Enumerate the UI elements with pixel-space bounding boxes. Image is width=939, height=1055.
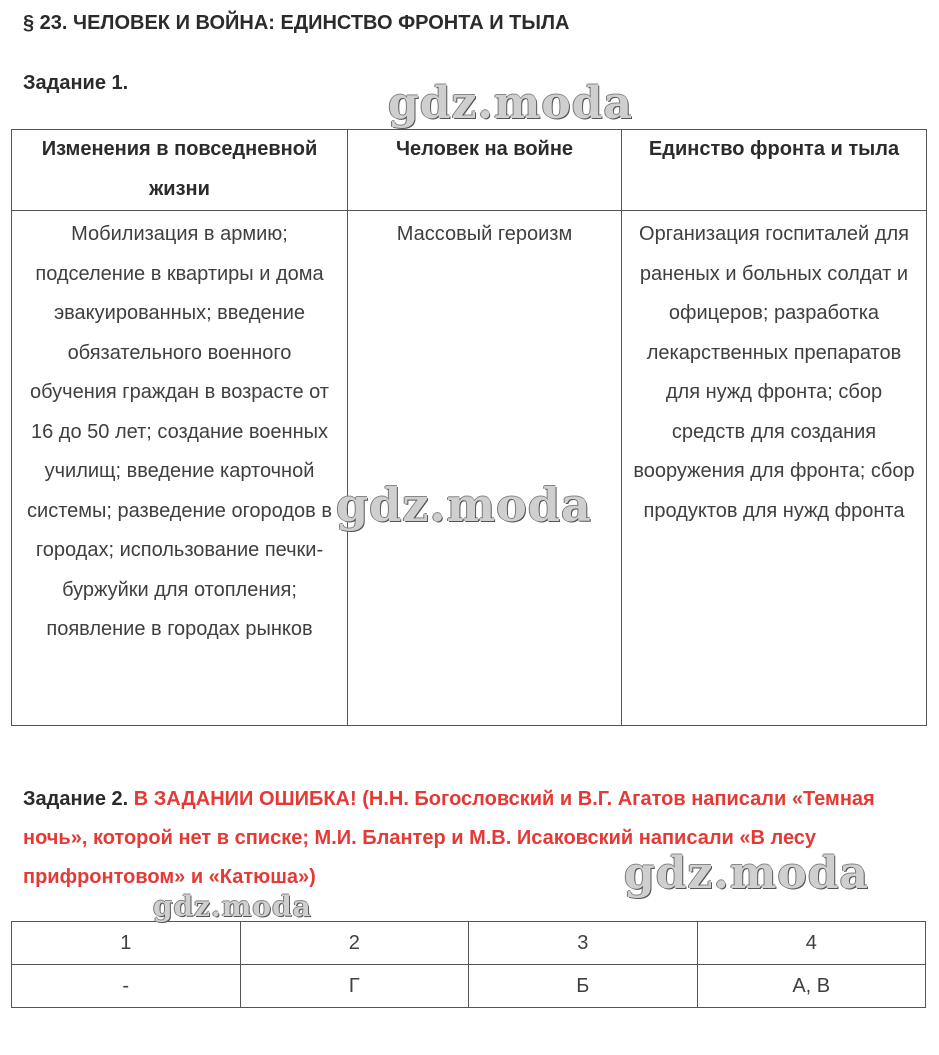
table-cell: Г <box>240 965 469 1008</box>
task-2-table <box>11 921 926 1008</box>
watermark: gdz.moda <box>388 78 634 129</box>
watermark: gdz.moda <box>153 890 312 923</box>
watermark: gdz.moda <box>336 478 592 532</box>
column-header: Изменения в повседневной жизни <box>12 130 348 211</box>
column-header: 3 <box>469 922 698 965</box>
table-row <box>12 211 927 726</box>
column-header: Единство фронта и тыла <box>622 130 927 211</box>
task-2-text <box>23 780 923 897</box>
column-header: 2 <box>240 922 469 965</box>
task-2-label: Задание 2. <box>23 788 129 810</box>
table-cell: - <box>12 965 241 1008</box>
watermark: gdz.moda <box>624 848 870 899</box>
page-title: § 23. ЧЕЛОВЕК И ВОЙНА: ЕДИНСТВО ФРОНТА И ТЫЛА <box>23 12 570 34</box>
table-header-row <box>12 922 926 965</box>
table-row <box>12 965 926 1008</box>
column-header: 4 <box>697 922 926 965</box>
error-note: В ЗАДАНИИ ОШИБКА! (Н.Н. Богословский и В.Г. Агатов написали «Темная ночь», которой нет в списке; М.И. Блантер и М.В. Исаковский написали «В лесу прифронтовом» и «Катюша») <box>23 788 875 888</box>
table-cell: Массовый героизм <box>348 211 622 726</box>
column-header: Человек на войне <box>348 130 622 211</box>
task-1-table <box>11 129 927 726</box>
table-cell: Б <box>469 965 698 1008</box>
table-cell: Мобилизация в армию; подселение в квартиры и дома эвакуированных; введение обязательного военного обучения граждан в возрасте от 16 до 50 лет; создание военных училищ; введение карточной системы; разведение огородов в городах; использование печки-буржуйки для отопления; появление в городах рынков <box>12 211 348 726</box>
task-1-label: Задание 1. <box>23 72 129 94</box>
table-cell: Организация госпиталей для раненых и больных солдат и офицеров; разработка лекарственных препаратов для нужд фронта; сбор средств для создания вооружения для фронта; сбор продуктов для нужд фронта <box>622 211 927 726</box>
table-header-row <box>12 130 927 211</box>
column-header: 1 <box>12 922 241 965</box>
table-cell: А, В <box>697 965 926 1008</box>
